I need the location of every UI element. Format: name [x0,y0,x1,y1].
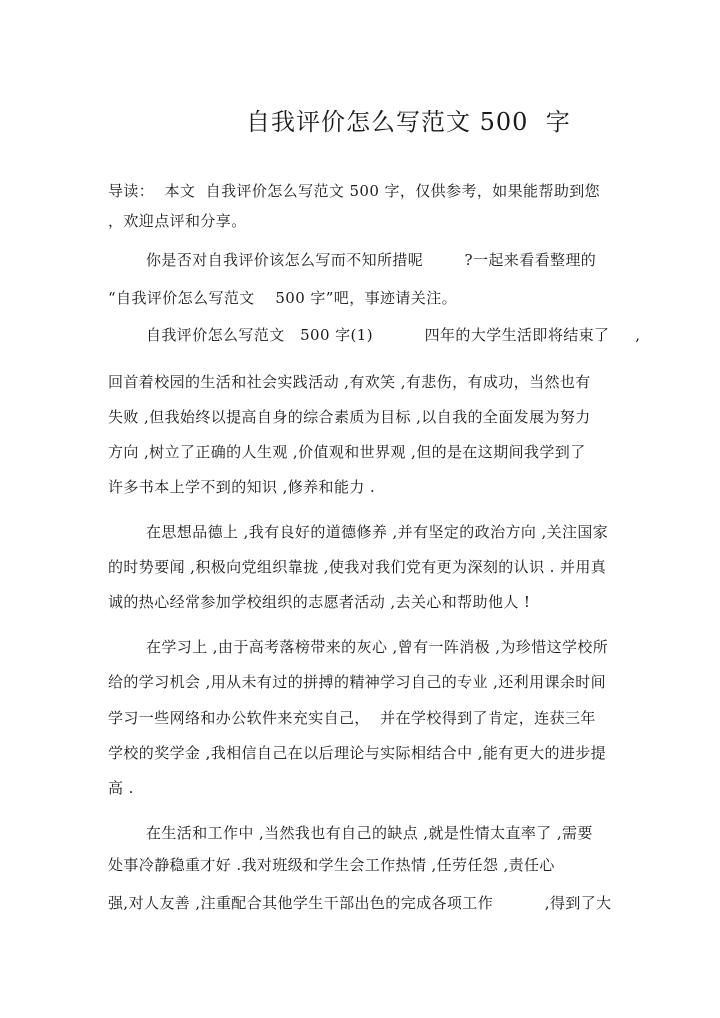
paragraph-line: 给的学习机会 ,用从未有过的拼搏的精神学习自己的专业 ,还利用课余时间 [108,673,607,691]
paragraph-line: 处事冷静稳重才好 .我对班级和学生会工作热情 ,任劳任怨 ,责任心 [108,856,555,874]
paragraph-line: 方向 ,树立了正确的人生观 ,价值观和世界观 ,但的是在这期间我学到了 [108,443,586,461]
paragraph-line: 失败 ,但我始终以提高自身的综合素质为目标 ,以自我的全面发展为努力 [108,408,591,426]
paragraph-line: 你是否对自我评价该怎么写而不知所措呢 ?一起来看看整理的 [146,251,597,269]
paragraph-line: 的时势要闻 ,积极向党组织靠拢 ,使我对我们党有更为深刻的认识 . 并用真 [108,558,607,576]
paragraph-line: 学校的奖学金 ,我相信自己在以后理论与实际相结合中 ,能有更大的进步提 [108,744,607,762]
paragraph-line: 强,对人友善 ,注重配合其他学生干部出色的完成各项工作 ,得到了大 [108,894,612,912]
paragraph-line: 许多书本上学不到的知识 ,修养和能力 . [108,478,376,496]
paragraph-line: 在学习上 ,由于高考落榜带来的灰心 ,曾有一阵消极 ,为珍惜这学校所 [146,638,609,656]
paragraph-line: 在思想品德上 ,我有良好的道德修养 ,并有坚定的政治方向 ,关注国家 [146,523,609,541]
paragraph-line: 在生活和工作中 ,当然我也有自己的缺点 ,就是性情太直率了 ,需要 [146,824,593,842]
paragraph-line: 回首着校园的生活和社会实践活动 ,有欢笑 ,有悲伤，有成功，当然也有 [108,373,591,391]
paragraph-line: 学习一些网络和办公软件来充实自己， 并在学校得到了肯定，连获三年 [108,709,596,727]
document-title: 自我评价怎么写范文 500 字 [246,108,571,136]
intro-line-2: ，欢迎点评和分享。 [108,212,247,230]
intro-line-1: 导读： 本文 自我评价怎么写范文 500 字，仅供参考，如果能帮助到您 [108,182,601,200]
paragraph-line: “自我评价怎么写范文 500 字”吧，事迹请关注。 [108,289,458,307]
paragraph-line: 诚的热心经常参加学校组织的志愿者活动 ,去关心和帮助他人 ! [108,593,531,611]
paragraph-line: 高 . [108,779,134,797]
paragraph-line: 自我评价怎么写范文 500 字(1) 四年的大学生活即将结束了 , [146,326,641,344]
